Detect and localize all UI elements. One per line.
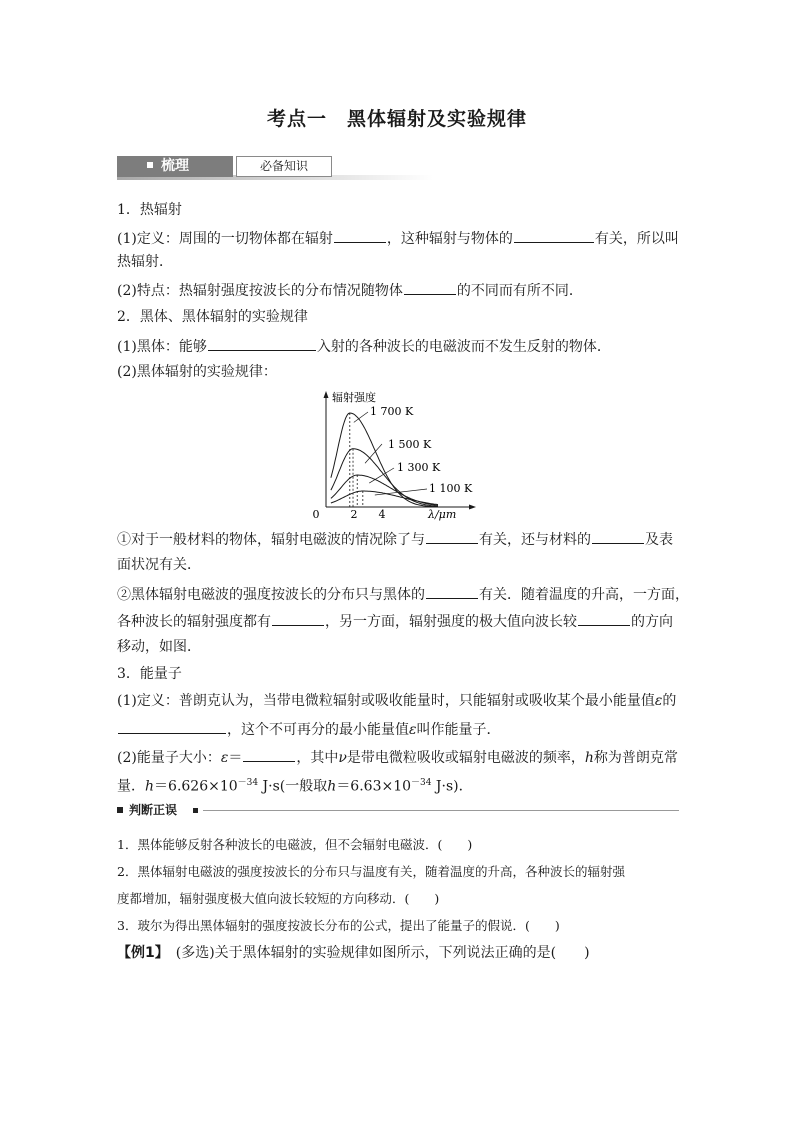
judge-question-3: 3．玻尔为得出黑体辐射的强度按波长分布的公式，提出了能量子的假说．( ) [117, 918, 560, 933]
series-label: 1 700 K [370, 405, 414, 418]
series-curve [331, 413, 438, 507]
section-tag: 梳理 [117, 156, 233, 177]
law-point1-line2: 面状况有关． [117, 557, 201, 573]
section-header-review [117, 156, 433, 182]
series-curve [331, 449, 438, 507]
thermal-definition-line2: 热辐射． [117, 254, 173, 270]
thermal-feature: (2)特点：热辐射强度按波长的分布情况随物体 的不同而有所不同． [117, 279, 679, 302]
series-label: 1 300 K [397, 461, 441, 474]
y-axis-label: 辐射强度 [332, 391, 376, 404]
fill-blank [118, 718, 226, 734]
divider [203, 810, 679, 811]
fill-blank [514, 227, 594, 243]
quantum-size-line2: 量．$h=6.626\times 10^{-34}$ J·s(一般取$h=6.63\times 10^{-34}$ J·s)． [117, 778, 473, 795]
fill-blank [426, 583, 478, 599]
series-label: 1 500 K [388, 438, 432, 451]
square-bullet-icon [117, 807, 123, 813]
x-tick-label: 4 [378, 508, 386, 521]
series-curve [331, 475, 438, 506]
fill-blank [426, 528, 478, 544]
square-bullet-icon [147, 162, 153, 168]
heading-thermal-radiation: 1．热辐射 [117, 202, 182, 218]
law-point1-line1: ①对于一般材料的物体，辐射电磁波的情况除了与 有关，还与材料的 及表 [117, 528, 679, 551]
x-axis-label: λ/μm [428, 508, 457, 521]
law-point2-line2: 各种波长的辐射强度都有 ，另一方面，辐射强度的极大值向波长较 的方向 [117, 610, 679, 633]
fill-blank [334, 227, 386, 243]
x-axis-arrow-icon [469, 505, 476, 510]
quantum-definition-line1: (1)定义：普朗克认为，当带电微粒辐射或吸收能量时，只能辐射或吸收某个最小能量值ε的 [117, 693, 677, 709]
quantum-definition-line2: ，这个不可再分的最小能量值ε叫作能量子． [117, 718, 679, 741]
thermal-definition-line1: (1)定义：周围的一切物体都在辐射 ，这种辐射与物体的 有关，所以叫 [117, 227, 679, 250]
judge-question-1: 1．黑体能够反射各种波长的电磁波，但不会辐射电磁波．( ) [117, 837, 473, 852]
example-tag: 【例1】 [117, 945, 162, 961]
heading-blackbody: 2．黑体、黑体辐射的实验规律 [117, 309, 308, 325]
blackbody-law-heading: (2)黑体辐射的实验规律： [117, 364, 277, 380]
law-point2-line3: 移动，如图． [117, 639, 201, 655]
x-tick-label: 2 [350, 508, 358, 521]
fill-blank [578, 610, 630, 626]
blackbody-definition: (1)黑体：能够 入射的各种波长的电磁波而不发生反射的物体． [117, 335, 679, 358]
y-axis-arrow-icon [324, 391, 329, 398]
fill-blank [243, 746, 295, 762]
square-bullet-icon [193, 808, 198, 813]
fill-blank [592, 528, 644, 544]
law-point2-line1: ②黑体辐射电磁波的强度按波长的分布只与黑体的 有关．随着温度的升高，一方面， [117, 583, 679, 606]
fill-blank [404, 279, 456, 295]
page-title: 考点一 黑体辐射及实验规律 [266, 108, 527, 130]
fill-blank [208, 335, 316, 351]
series-group [331, 405, 473, 507]
judge-question-2-line2: 度都增加，辐射强度极大值向波长较短的方向移动．( ) [117, 891, 440, 906]
series-label: 1 100 K [429, 482, 473, 495]
quantum-size-line1: (2)能量子大小：ε＝ ，其中ν是带电微粒吸收或辐射电磁波的频率，h称为普朗克常 [117, 746, 679, 769]
x-tick-label: 0 [312, 508, 320, 521]
judge-section-header [117, 802, 679, 820]
judge-label: 判断正误 [129, 803, 178, 817]
blackbody-radiation-chart [312, 385, 480, 523]
section-subtitle: 必备知识 [236, 156, 332, 177]
judge-question-2-line1: 2．黑体辐射电磁波的强度按波长的分布只与温度有关，随着温度的升高，各种波长的辐射强 [117, 864, 625, 879]
series-leader-line [354, 412, 368, 422]
example-1: 【例1】 (多选)关于黑体辐射的实验规律如图所示，下列说法正确的是( ) [117, 945, 590, 961]
heading-energy-quantum: 3．能量子 [117, 666, 182, 682]
fill-blank [272, 610, 324, 626]
